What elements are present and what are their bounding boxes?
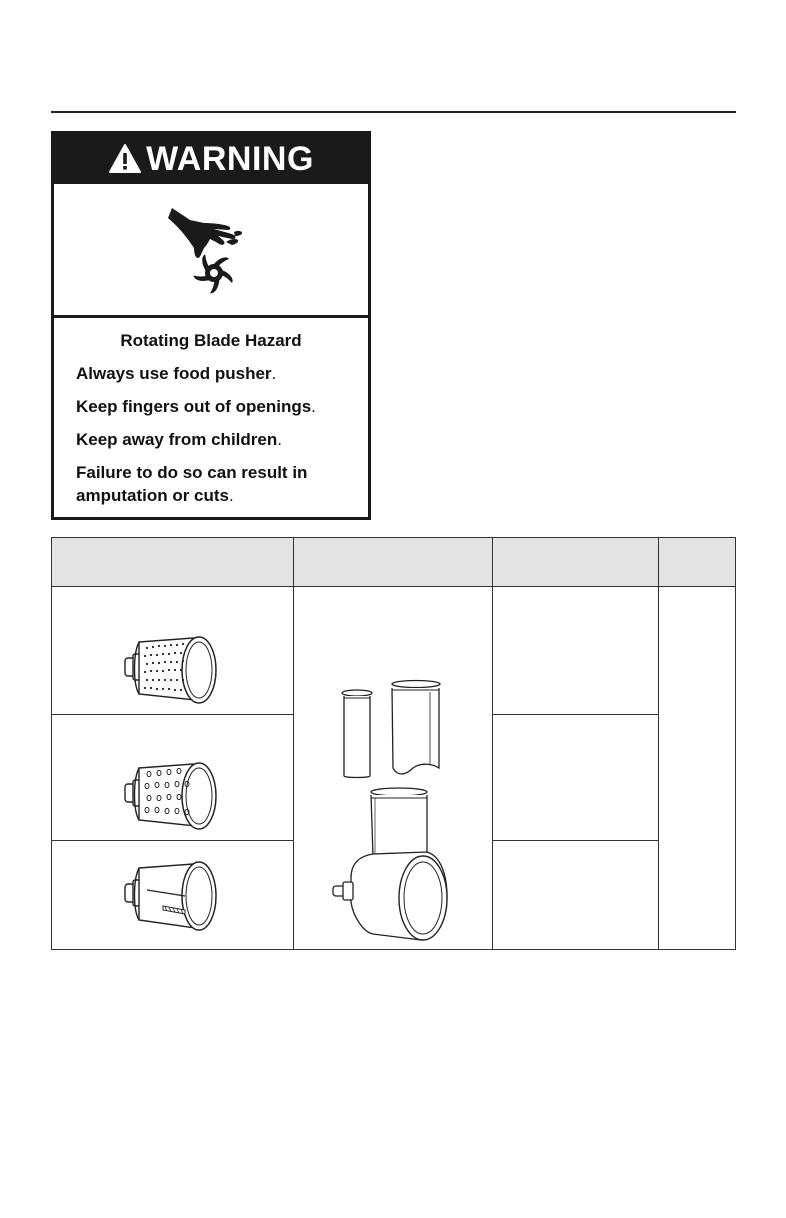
row-divider <box>492 840 658 841</box>
column-divider <box>293 538 294 949</box>
warning-title: WARNING <box>146 139 314 178</box>
warning-line: Always use food pusher. <box>76 364 277 383</box>
warning-line: Failure to do so can result in <box>76 463 308 482</box>
slicer-cone-icon <box>123 858 223 934</box>
warning-header <box>54 134 368 184</box>
row-divider <box>51 714 293 715</box>
parts-table <box>51 537 736 950</box>
top-rule <box>51 111 736 113</box>
warning-line: amputation or cuts. <box>76 486 234 505</box>
warning-triangle-icon <box>108 142 142 176</box>
row-divider <box>51 840 293 841</box>
fine-shredder-cone-icon <box>123 634 223 706</box>
hazard-title: Rotating Blade Hazard <box>120 331 302 350</box>
column-divider <box>658 538 659 949</box>
rotating-blade-hand-icon <box>164 206 260 298</box>
table-border-left <box>51 538 52 949</box>
warning-line: Keep away from children. <box>76 430 282 449</box>
coarse-shredder-cone-icon <box>123 760 223 832</box>
column-divider <box>492 538 493 949</box>
table-header-row <box>51 538 736 587</box>
warning-pictogram-area <box>54 184 368 318</box>
row-divider <box>492 714 658 715</box>
warning-box <box>51 131 371 520</box>
table-border-right <box>735 538 736 949</box>
warning-line: Keep fingers out of openings. <box>76 397 316 416</box>
food-pusher-and-housing-icon <box>329 676 459 946</box>
